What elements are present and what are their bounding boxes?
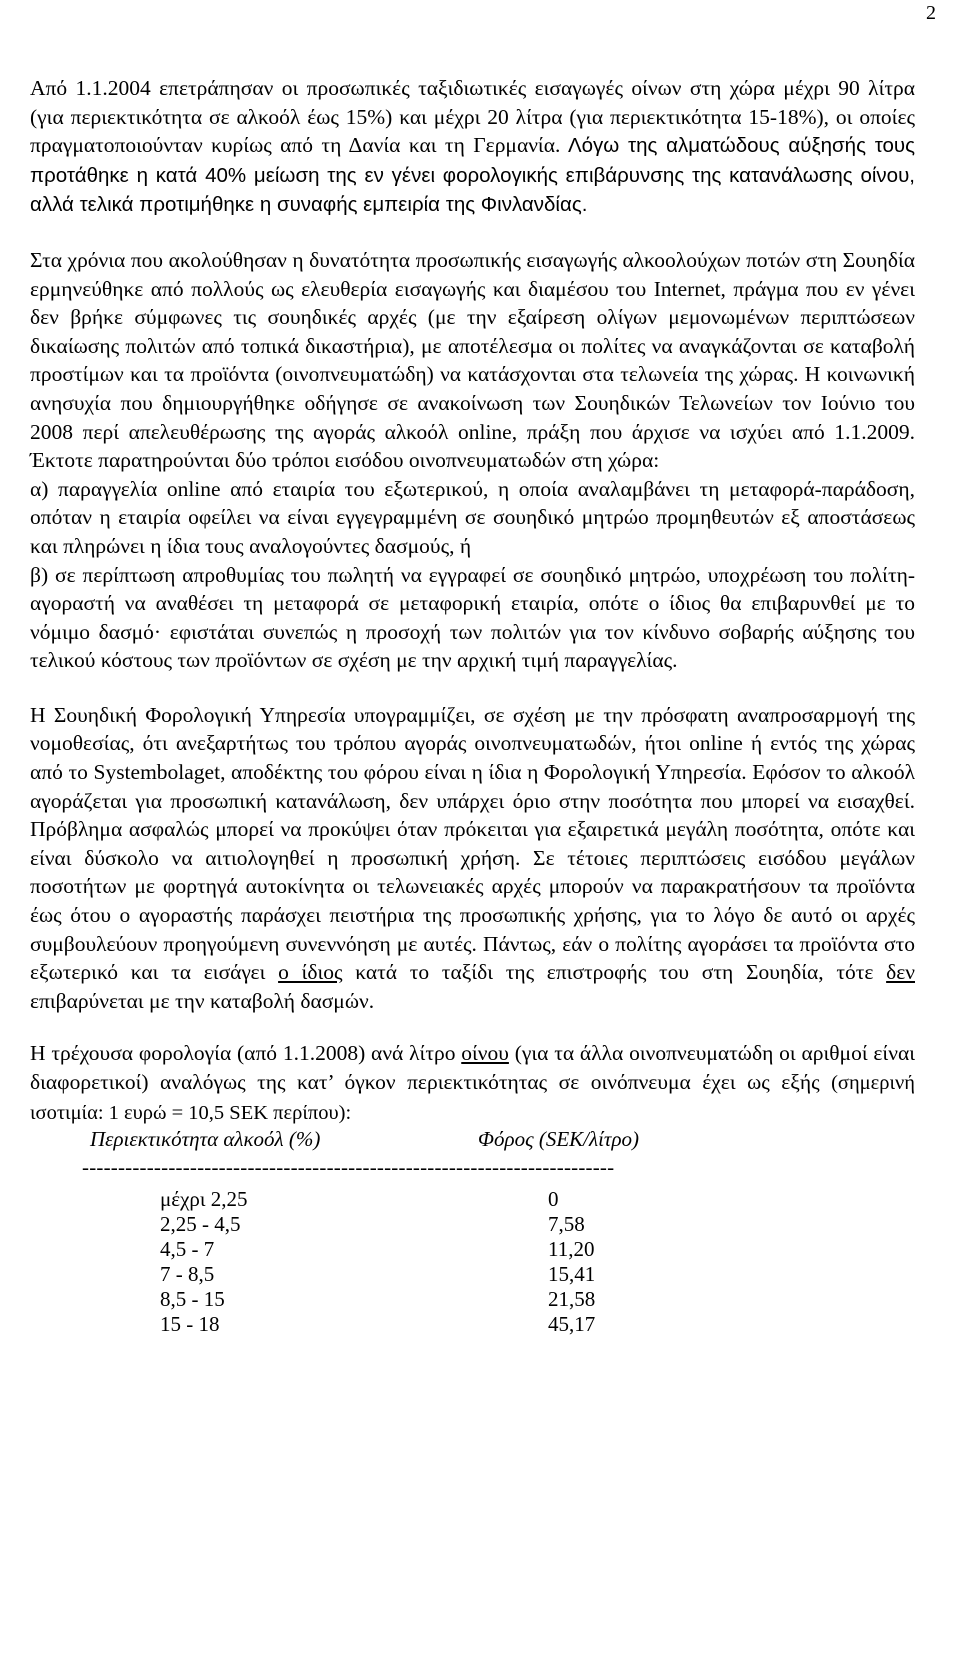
- alcohol-range-cell: 2,25 - 4,5: [160, 1212, 241, 1237]
- alcohol-range-cell: 8,5 - 15: [160, 1287, 225, 1312]
- table-row: [30, 1212, 915, 1240]
- tax-value-cell: 15,41: [548, 1262, 596, 1287]
- paragraph-text-serif: Από 1.1.2004 επετράπησαν οι προσωπικές ταξιδιωτικές εισαγωγές οίνων στη χώρα μέχρι 90 λίτρα (για περιεκτικότητα σε αλκοόλ έως 15%) και μέχρι 20 λίτρα (για περιεκτικότητα 15-18%), οι οποίες πραγματοποιούνταν κυρίως από τη Δανία και τη Γερμανία.: [30, 76, 915, 158]
- exchange-rate-note: (σημερινή ισοτιμία: 1 ευρώ = 10,5 SEK περίπου):: [30, 1072, 915, 1124]
- alcohol-range-cell: 15 - 18: [160, 1312, 220, 1337]
- tax-value-cell: 7,58: [548, 1212, 585, 1237]
- underlined-text: δεν: [886, 960, 915, 985]
- tax-value-cell: 11,20: [548, 1237, 595, 1262]
- table-header-alcohol: Περιεκτικότητα αλκοόλ (%): [90, 1127, 321, 1152]
- underlined-text: ο ίδιος: [278, 960, 343, 985]
- paragraph-wine-imports-2004: [30, 74, 915, 220]
- paragraph-tax-agency: Η Σουηδική Φορολογική Υπηρεσία υπογραμμίζει, σε σχέση με την πρόσφατη αναπροσαρμογή της νομοθεσίας, ότι ανεξαρτήτως του τρόπου αγοράς οινοπνευματωδών, ήτοι online ή εντός της χώρας από το Systembolaget, αποδέκτης του φόρου είναι η ίδια η Φορολογική Υπηρεσία. Εφόσον το αλκοόλ αγοράζεται για προσωπική κατανάλωση, δεν υπάρχει όριο στην ποσότητα που μπορεί να εισαχθεί. Πρόβλημα ασφαλώς μπορεί να προκύψει όταν πρόκειται για εξαιρετικά μεγάλη ποσότητα, οπότε και είναι δύσκολο να αιτιολογηθεί η προσωπική χρήση. Σε τέτοιες περιπτώσεις εισόδου μεγάλων ποσοτήτων με φορτηγά αυτοκίνητα οι τελωνειακές αρχές μπορούν να παρακρατήσουν τα προϊόντα έως ότου ο αγοραστής παράσχει πειστήρια της προσωπικής χρήσης, για το λόγο δε αυτό οι αρχές συμβουλεύουν προηγούμενη συνεννόηση με αυτές. Πάντως, εάν ο πολίτης αγοράσει τα προϊόντα στο εξωτερικό και τα εισάγει ο ίδιος κατά το ταξίδι της επιστροφής του στη Σουηδία, τότε δεν επιβαρύνεται με την καταβολή δασμών.: [30, 702, 915, 1013]
- tax-value-cell: 21,58: [548, 1287, 596, 1312]
- paragraph-text-sans: Λόγω της αλματώδους αύξησής τους προτάθηκε η κατά 40% μείωση της εν γένει φορολογικής επιβάρυνσης της κατανάλωσης οίνου, αλλά τελικά προτιμήθηκε η συναφής εμπειρία της Φινλανδίας.: [30, 134, 915, 217]
- list-item-option-b: β) σε περίπτωση απροθυμίας του πωλητή να εγγραφεί σε σουηδικό μητρώο, υποχρέωση του πολίτη-αγοραστή να αναθέσει τη μεταφορά σε μεταφορική εταιρία, οπότε ο ίδιος θα επιβαρυνθεί με το νόμιμο δασμό· εφιστάται συνεπώς η προσοχή των πολιτών για τον κίνδυνο σοβαρής αύξησης του τελικού κόστους των προϊόντων σε σχέση με την αρχική τιμή παραγγελίας.: [30, 562, 915, 673]
- alcohol-range-cell: μέχρι 2,25: [160, 1187, 248, 1212]
- alcohol-range-cell: 7 - 8,5: [160, 1262, 215, 1287]
- table-row: [30, 1237, 915, 1265]
- table-row: [30, 1312, 915, 1340]
- document-body: [30, 74, 915, 1387]
- tax-table: [30, 1127, 915, 1387]
- underlined-text: οίνου: [461, 1041, 509, 1066]
- tax-value-cell: 45,17: [548, 1312, 596, 1337]
- table-row: [30, 1262, 915, 1290]
- table-divider: --------------------------------------------------------------------------: [82, 1155, 615, 1180]
- paragraph-current-tax: Η τρέχουσα φορολογία (από 1.1.2008) ανά λίτρο οίνου (για τα άλλα οινοπνευματώδη οι αριθμοί είναι διαφορετικοί) αναλόγως της κατ’ όγκον περιεκτικότητας σε οινόπνευμα έχει ως εξής (σημερινή ισοτιμία: 1 ευρώ = 10,5 SEK περίπου):: [30, 1041, 915, 1124]
- table-row: [30, 1287, 915, 1315]
- table-row: [30, 1187, 915, 1215]
- table-header-tax: Φόρος (SEK/λίτρο): [478, 1127, 640, 1152]
- page-number: 2: [926, 2, 936, 24]
- tax-value-cell: 0: [548, 1187, 559, 1212]
- list-item-option-a: α) παραγγελία online από εταιρία του εξωτερικού, η οποία αναλαμβάνει τη μεταφορά-παράδοση, οπόταν η εταιρία οφείλει να είναι εγγεγραμμένη σε σουηδικό μητρώο προμηθευτών εξ αποστάσεως και πληρώνει η ίδια τους αναλογούντες δασμούς, ή: [30, 476, 915, 558]
- alcohol-range-cell: 4,5 - 7: [160, 1237, 215, 1262]
- paragraph-online-imports: Στα χρόνια που ακολούθησαν η δυνατότητα προσωπικής εισαγωγής αλκοολούχων ποτών στη Σουηδία ερμηνεύθηκε από πολλούς ως ελευθερία εισαγωγής και διαμέσου του Internet, πράγμα που εν γένει δεν βρήκε σύμφωνες τις σουηδικές αρχές (με την εξαίρεση ολίγων μεμονωμένων περιπτώσεων δικαίωσης πολιτών από τοπικά δικαστήρια), με αποτέλεσμα οι πολίτες να αναγκάζονται σε καταβολή προστίμων και τα προϊόντα (οινοπνευματώδη) να κατάσχονται στα τελωνεία της χώρας. Η κοινωνική ανησυχία που δημιουργήθηκε οδήγησε σε ανακοίνωση των Σουηδικών Τελωνείων τον Ιούνιο του 2008 περί απελευθέρωσης της αγοράς αλκοόλ online, πράξη που άρχισε να ισχύει από 1.1.2009. Έκτοτε παρατηρούνται δύο τρόποι εισόδου οινοπνευματωδών στη χώρα:: [30, 247, 915, 473]
